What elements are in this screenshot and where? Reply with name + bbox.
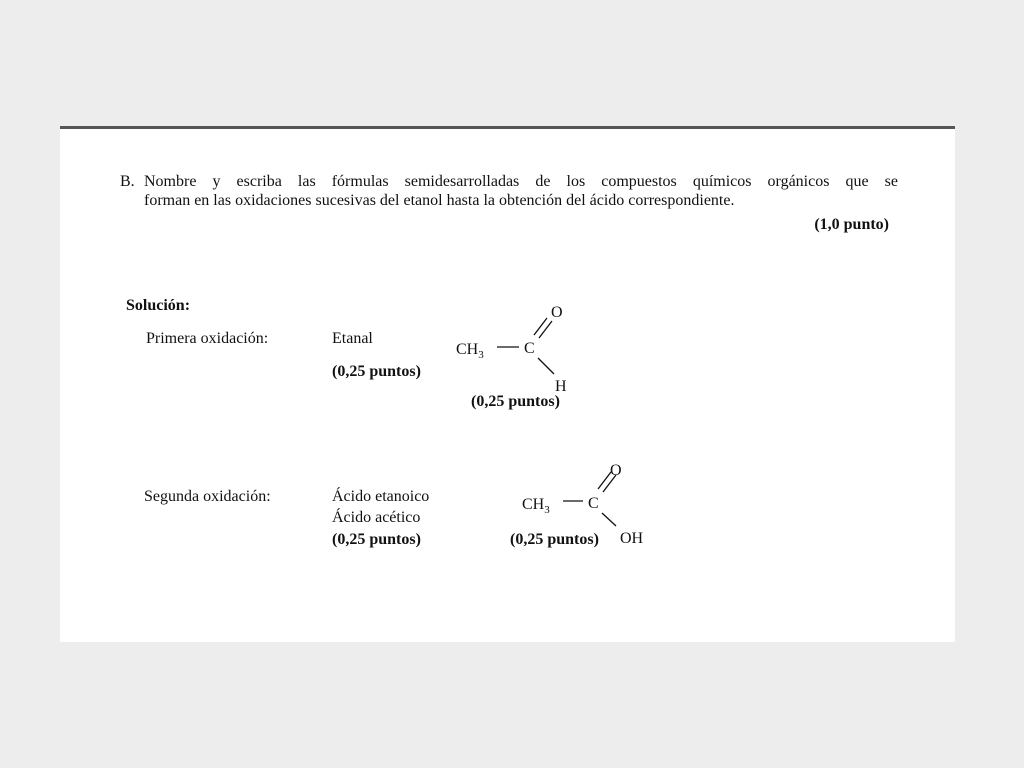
etanal-oxygen: O — [551, 304, 563, 321]
etanal-h-bond — [538, 358, 554, 374]
etanal-structure — [450, 301, 600, 401]
acetico-hydroxyl: OH — [620, 530, 644, 547]
first-oxidation-formula-points: (0,25 puntos) — [471, 393, 560, 410]
etanal-ch3-group: $CH_3$ — [456, 341, 484, 361]
etanal-carbon: C — [524, 340, 535, 357]
acetico-oxygen: O — [610, 462, 622, 479]
second-oxidation-name-1: Ácido etanoico — [332, 488, 430, 505]
question-text-line-2: forman en las oxidaciones sucesivas del etanol hasta la obtención del ácido correspondiente. — [144, 192, 735, 209]
first-oxidation-name: Etanal — [332, 330, 373, 347]
first-oxidation-label: Primera oxidación: — [146, 330, 269, 347]
etanal-hydrogen: H — [555, 378, 567, 395]
first-oxidation-name-points: (0,25 puntos) — [332, 363, 421, 380]
second-oxidation-label: Segunda oxidación: — [144, 488, 271, 505]
second-oxidation-name-2: Ácido acético — [332, 509, 421, 526]
second-oxidation-name-points: (0,25 puntos) — [332, 531, 421, 548]
question-letter: B. — [120, 173, 135, 190]
etanal-double-bond-b — [539, 321, 552, 338]
solution-title: Solución: — [126, 297, 191, 314]
acetico-carbon: C — [588, 495, 599, 512]
acetico-oh-bond — [602, 513, 616, 526]
document-page — [60, 126, 955, 642]
question-text-line-1: Nombre y escriba las fórmulas semidesarrolladas de los compuestos químicos orgánicos que se — [144, 173, 898, 190]
etanal-double-bond-a — [534, 318, 547, 335]
question-points: (1,0 punto) — [814, 216, 889, 233]
acetico-ch3-group: $CH_3$ — [522, 496, 550, 516]
second-oxidation-formula-points: (0,25 puntos) — [510, 531, 599, 548]
